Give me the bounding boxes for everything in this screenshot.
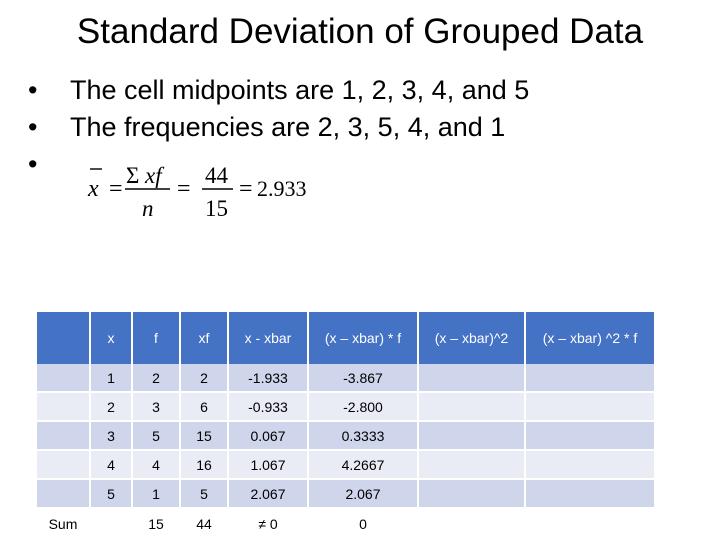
formula-num1: xf	[145, 163, 162, 188]
bullet-icon: •	[28, 75, 38, 105]
table-cell: -0.933	[228, 392, 308, 421]
table-cell: 2.067	[308, 479, 418, 508]
slide-title: Standard Deviation of Grouped Data	[76, 12, 644, 51]
table-cell: 16	[180, 450, 228, 479]
table-cell: 3	[132, 392, 180, 421]
table-row	[37, 364, 655, 392]
table-cell: 1	[90, 364, 132, 392]
bullet-item	[28, 72, 529, 109]
table-cell	[525, 364, 655, 392]
bullet-text: The frequencies are 2, 3, 5, 4, and 1	[70, 112, 506, 142]
formula-den1: n	[142, 196, 154, 221]
table-cell: 1	[132, 479, 180, 508]
table-cell: 15	[180, 421, 228, 450]
table-cell: 2	[90, 392, 132, 421]
table-cell: 2	[132, 364, 180, 392]
table-header-row	[37, 312, 655, 364]
table-cell	[90, 508, 132, 540]
sum-row	[37, 508, 655, 540]
formula-num2: 44	[205, 163, 228, 188]
table-cell	[37, 450, 90, 479]
table-cell	[525, 450, 655, 479]
table-cell: 4	[90, 450, 132, 479]
table-cell	[418, 392, 525, 421]
table-cell: 0.3333	[308, 421, 418, 450]
table-cell: 5	[90, 479, 132, 508]
table-cell: 5	[132, 421, 180, 450]
table-cell: 0.067	[228, 421, 308, 450]
column-header: x	[90, 312, 132, 364]
table-cell: 44	[180, 508, 228, 540]
table-cell	[525, 392, 655, 421]
bullet-icon: •	[28, 149, 38, 179]
table-row	[37, 421, 655, 450]
formula-den2: 15	[205, 196, 228, 221]
table-cell: 4	[132, 450, 180, 479]
table-cell: -2.800	[308, 392, 418, 421]
mean-formula	[85, 155, 325, 225]
table-cell	[525, 421, 655, 450]
table-cell	[37, 392, 90, 421]
column-header: (x – xbar) * f	[308, 312, 418, 364]
table-cell	[37, 479, 90, 508]
table-cell: 5	[180, 479, 228, 508]
column-header: f	[132, 312, 180, 364]
table-cell: 2.067	[228, 479, 308, 508]
column-header	[37, 312, 90, 364]
table-cell: -1.933	[228, 364, 308, 392]
table-cell: ≠ 0	[228, 508, 308, 540]
table-cell	[37, 364, 90, 392]
table-cell: 1.067	[228, 450, 308, 479]
table-cell	[418, 450, 525, 479]
table-row	[37, 450, 655, 479]
table-cell: 4.2667	[308, 450, 418, 479]
grouped-data-table	[37, 312, 656, 541]
table-cell: 0	[308, 508, 418, 540]
table-cell	[418, 479, 525, 508]
column-header: (x – xbar)^2	[418, 312, 525, 364]
sum-label: Sum	[37, 508, 90, 540]
bullet-icon: •	[28, 112, 38, 142]
svg-text:=: =	[239, 176, 253, 202]
bullet-text: The cell midpoints are 1, 2, 3, 4, and 5	[70, 75, 530, 105]
table-row	[37, 479, 655, 508]
table-cell	[525, 479, 655, 508]
table-cell: 15	[132, 508, 180, 540]
svg-text:=: =	[177, 176, 191, 202]
column-header: xf	[180, 312, 228, 364]
table-cell	[418, 364, 525, 392]
column-header: x - xbar	[228, 312, 308, 364]
column-header: (x – xbar) ^2 * f	[525, 312, 655, 364]
table-cell: 3	[90, 421, 132, 450]
table-cell: 6	[180, 392, 228, 421]
table-cell: -3.867	[308, 364, 418, 392]
svg-text:=: =	[109, 176, 123, 202]
table-cell	[525, 508, 655, 540]
formula-lhs: x	[88, 176, 99, 202]
bullet-item	[28, 109, 529, 146]
table-row	[37, 392, 655, 421]
table-cell	[418, 508, 525, 540]
table-cell: 2	[180, 364, 228, 392]
sum-symbol: Σ	[126, 163, 140, 188]
table-cell	[37, 421, 90, 450]
formula-result: 2.933	[257, 176, 307, 201]
table-cell	[418, 421, 525, 450]
